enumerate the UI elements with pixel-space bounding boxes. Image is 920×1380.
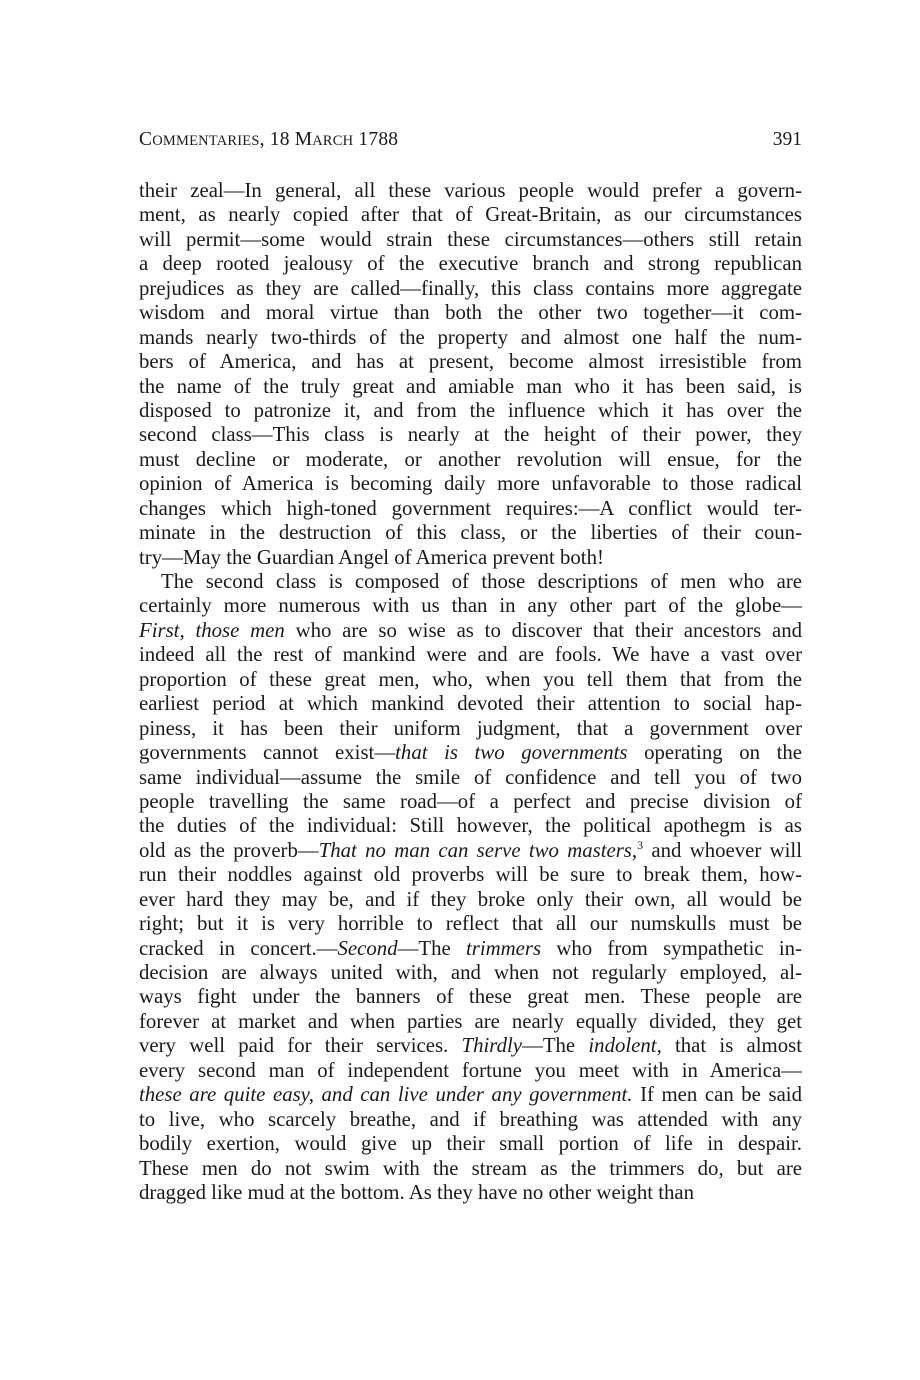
italic-text: these are quite easy, and can live under any government. bbox=[139, 1083, 633, 1107]
text-run: ment, as nearly copied after that of Great-Britain, as our circumstances bbox=[139, 203, 802, 227]
text-run: decision are always united with, and when not regularly employed, al- bbox=[139, 961, 802, 984]
text-line bbox=[139, 594, 802, 618]
running-head bbox=[139, 128, 802, 153]
text-run: indeed all the rest of mankind were and are fools. We have a vast over bbox=[139, 643, 802, 667]
text-run: same individual—assume the smile of confidence and tell you of two bbox=[139, 765, 802, 789]
text-run: will permit—some would strain these circumstances—others still retain bbox=[139, 227, 802, 251]
text-line bbox=[139, 717, 802, 741]
footnote-ref: 3 bbox=[637, 837, 644, 852]
text-line bbox=[139, 448, 802, 472]
text-run: operating on the bbox=[627, 741, 803, 765]
text-run: dragged like mud at the bottom. As they have no other weight than bbox=[139, 1180, 695, 1204]
text-line bbox=[139, 985, 802, 1009]
text-line bbox=[139, 326, 802, 350]
text-line bbox=[139, 1034, 802, 1058]
text-line bbox=[139, 1108, 802, 1132]
text-run: disposed to patronize it, and from the influence which it has over the bbox=[139, 398, 802, 422]
text-run: piness, it has been their uniform judgment, that a government over bbox=[139, 716, 802, 740]
page-number: 391 bbox=[772, 129, 802, 150]
text-run: bodily exertion, would give up their small portion of life in despair. bbox=[139, 1132, 802, 1156]
text-line bbox=[139, 692, 802, 716]
text-run: proportion of these great men, who, when you tell them that from the bbox=[139, 667, 802, 691]
italic-text: indolent, bbox=[588, 1034, 662, 1058]
italic-text: Thirdly bbox=[461, 1034, 523, 1058]
text-line bbox=[139, 1132, 802, 1156]
text-line bbox=[139, 228, 802, 252]
italic-text: that is two governments bbox=[395, 741, 628, 765]
italic-text: First, those men bbox=[139, 618, 285, 642]
text-line bbox=[139, 179, 802, 203]
text-run: and whoever will bbox=[643, 838, 802, 862]
text-line bbox=[139, 1083, 802, 1107]
text-line bbox=[139, 961, 802, 985]
text-line bbox=[139, 619, 802, 643]
text-run: If men can be said bbox=[632, 1083, 802, 1107]
text-line bbox=[139, 1010, 802, 1034]
text-line bbox=[139, 423, 802, 447]
text-run: a deep rooted jealousy of the executive branch and strong republican bbox=[139, 252, 802, 276]
text-run: to live, who scarcely breathe, and if breathing was attended with any bbox=[139, 1107, 802, 1131]
text-line bbox=[139, 350, 802, 374]
running-title: COMMENTARIES, 18 MARCH 1788 bbox=[139, 129, 399, 150]
text-line bbox=[139, 814, 802, 838]
text-line bbox=[139, 375, 802, 399]
text-run: second class—This class is nearly at the height of their power, they bbox=[139, 423, 802, 447]
text-line bbox=[139, 668, 802, 692]
body-text bbox=[139, 179, 802, 1205]
text-run: old as the proverb— bbox=[139, 838, 319, 862]
text-run: minate in the destruction of this class, or the liberties of their coun- bbox=[139, 521, 802, 545]
text-line bbox=[139, 252, 802, 276]
text-line bbox=[139, 546, 802, 570]
text-line bbox=[139, 741, 802, 765]
text-run: very well paid for their services. bbox=[139, 1034, 462, 1058]
text-run: who are so wise as to discover that their ancestors and bbox=[284, 618, 802, 642]
text-line bbox=[139, 766, 802, 790]
text-run: wisdom and moral virtue than both the other two together—it com- bbox=[139, 301, 802, 325]
text-run: earliest period at which mankind devoted their attention to social hap- bbox=[139, 692, 802, 716]
text-run: The second class is composed of those descriptions of men who are bbox=[161, 570, 802, 593]
text-run: must decline or moderate, or another revolution will ensue, for the bbox=[139, 447, 802, 471]
text-run: run their noddles against old proverbs will be sure to break them, how- bbox=[139, 863, 802, 887]
text-line bbox=[139, 521, 802, 545]
text-run: governments cannot exist— bbox=[139, 741, 396, 765]
text-line bbox=[139, 863, 802, 887]
text-run: changes which high-toned government requires:—A conflict would ter- bbox=[139, 496, 802, 520]
text-run: —The bbox=[397, 936, 466, 960]
text-run: the name of the truly great and amiable man who it has been said, is bbox=[139, 374, 802, 398]
text-run: ever hard they may be, and if they broke only their own, all would be bbox=[139, 887, 802, 911]
text-line bbox=[139, 1181, 802, 1205]
text-line bbox=[139, 203, 802, 227]
text-run: every second man of independent fortune you meet with in America— bbox=[139, 1058, 802, 1082]
text-run: cracked in concert.— bbox=[139, 936, 338, 960]
text-run: —The bbox=[522, 1034, 589, 1058]
text-line bbox=[139, 912, 802, 936]
text-line bbox=[139, 937, 802, 961]
text-run: right; but it is very horrible to reflect that all our numskulls must be bbox=[139, 912, 802, 936]
text-run: the duties of the individual: Still however, the political apothegm is as bbox=[139, 814, 802, 838]
text-line bbox=[139, 1157, 802, 1181]
text-line bbox=[139, 1059, 802, 1083]
text-run: try—May the Guardian Angel of America prevent both! bbox=[139, 545, 604, 569]
italic-text: trimmers bbox=[465, 936, 542, 960]
text-run: certainly more numerous with us than in any other part of the globe— bbox=[139, 594, 802, 618]
text-line bbox=[139, 497, 802, 521]
text-line bbox=[139, 643, 802, 667]
text-run: that is almost bbox=[661, 1034, 802, 1058]
text-run: opinion of America is becoming daily more unfavorable to those radical bbox=[139, 472, 802, 496]
text-run: mands nearly two-thirds of the property and almost one half the num- bbox=[139, 325, 802, 349]
text-line bbox=[139, 301, 802, 325]
text-line bbox=[139, 277, 802, 301]
text-run: their zeal—In general, all these various people would prefer a govern- bbox=[139, 179, 802, 202]
italic-text: That no man can serve two masters, bbox=[318, 838, 638, 862]
text-run: prejudices as they are called—finally, this class contains more aggregate bbox=[139, 276, 802, 300]
text-run: ways fight under the banners of these great men. These people are bbox=[139, 985, 802, 1009]
text-line bbox=[139, 790, 802, 814]
text-line bbox=[139, 839, 802, 863]
text-line bbox=[139, 399, 802, 423]
text-line bbox=[139, 888, 802, 912]
text-run: who from sympathetic in- bbox=[541, 936, 802, 960]
text-run: people travelling the same road—of a perfect and precise division of bbox=[139, 789, 802, 813]
italic-text: Second bbox=[337, 936, 398, 960]
text-run: These men do not swim with the stream as the trimmers do, but are bbox=[139, 1156, 802, 1180]
text-line bbox=[139, 570, 802, 594]
text-line bbox=[139, 472, 802, 496]
text-run: bers of America, and has at present, become almost irresistible from bbox=[139, 350, 802, 374]
text-run: forever at market and when parties are nearly equally divided, they get bbox=[139, 1009, 802, 1033]
